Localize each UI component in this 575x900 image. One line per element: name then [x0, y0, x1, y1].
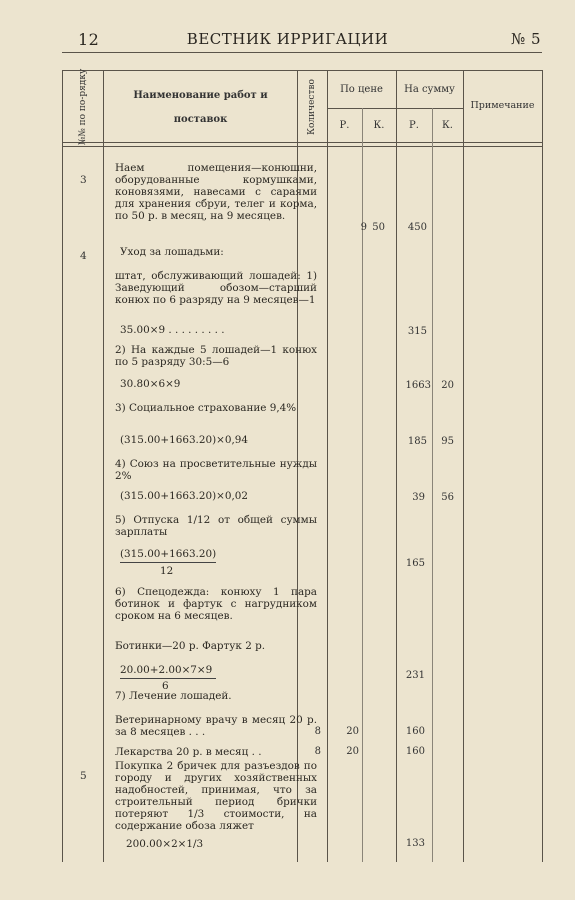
row-number-5: 5 [80, 770, 87, 782]
row-4-formula-5-numerator: (315.00+1663.20) [120, 548, 217, 560]
table-header-bottom [62, 142, 542, 143]
row-5-sum: 133 [405, 838, 425, 849]
row-4-formula-5-fraction-bar [120, 562, 216, 563]
row-4-formula-4: (315.00+1663.20)×0,02 [120, 490, 248, 502]
row-4-item-5: 5) Отпуска 1/12 от общей суммы зарплаты [115, 514, 317, 538]
row-4-formula-6-fraction-bar [120, 678, 216, 679]
row-4-vet: Ветеринарному врачу в месяц 20 р. за 8 месяцев . . . [115, 714, 317, 738]
col-header-sum: На сумму [404, 84, 455, 95]
table-top-border [62, 70, 542, 71]
row-4-formula-6-numerator: 20.00+2.00×7×9 [120, 664, 213, 676]
row-4-formula-2-sum-kop: 20 [441, 380, 454, 391]
header-rule [62, 52, 542, 53]
row-3-description: Наем помещения—конюшни, оборудованные кормушками, коновязями, навесами с сараями для хранения сбруи, телег и корма, по 50 р. в месяц, на 9 месяцев. [115, 162, 317, 222]
col-header-qty: Количество [307, 79, 317, 135]
row-number-3: 3 [80, 174, 87, 186]
issue-number: № 5 [510, 30, 541, 48]
row-4-formula-6-denominator: 6 [162, 680, 169, 692]
col-divider-qty [327, 70, 328, 862]
table-right-border [542, 70, 543, 862]
col-divider-sum-rk [432, 108, 433, 862]
row-4-formula-3-sum-kop: 95 [441, 436, 454, 447]
col-header-num: №№ по по-рядку [78, 68, 88, 146]
row-5-formula: 200.00×2×1/3 [126, 838, 204, 850]
row-4-formula-2: 30.80×6×9 [120, 378, 181, 390]
col-header-price: По цене [340, 84, 383, 95]
row-4-formula-1-sum: 315 [407, 326, 427, 337]
col-divider-num [103, 70, 104, 862]
row-4-medicine-price: 20 [346, 746, 359, 757]
row-4-item-2: 2) На каждые 5 лошадей—1 конюх по 5 разряду 30:5—6 [115, 344, 317, 368]
col-header-name-line2: поставок [173, 114, 228, 125]
row-5-description: Покупка 2 бричек для разъездов по городу и других хозяйственных надобностей, принимая, что за строительный период брички потеряют 1/3 стоимости, на содержание обоза ляжет [115, 760, 317, 832]
col-header-price-rub: Р. [339, 120, 350, 131]
page-number: 12 [78, 30, 100, 49]
row-4-formula-2-sum-rub: 1663 [405, 380, 431, 391]
col-divider-price [396, 70, 397, 862]
table-header-bottom-double [62, 146, 542, 147]
row-4-formula-6-sum: 231 [405, 670, 425, 681]
row-4-item-6: 6) Спецодежда: конюху 1 пара ботинок и фартук с нагрудником сроком на 6 месяцев. [115, 586, 317, 622]
row-4-formula-5-denominator: 12 [160, 565, 174, 577]
row-4-item-3: 3) Социальное страхование 9,4% [115, 402, 297, 414]
col-header-name-line1: Наименование работ и [133, 90, 268, 101]
row-4-staff: штат, обслуживающий лошадей: 1) Заведующий обозом—старший конюх по 6 разряду на 9 месяцев—1 [115, 270, 317, 306]
col-header-note: Примечание [470, 100, 535, 111]
row-4-medicine: Лекарства 20 р. в месяц . . [115, 746, 262, 758]
col-header-price-kop: К. [373, 120, 385, 131]
row-4-formula-4-sum-rub: 39 [412, 492, 425, 503]
row-4-formula-4-sum-kop: 56 [441, 492, 454, 503]
col-divider-sum [463, 70, 464, 862]
row-4-vet-qty: 8 [314, 726, 321, 737]
row-4-item-6-prices: Ботинки—20 р. Фартук 2 р. [115, 640, 266, 652]
row-4-item-7: 7) Лечение лошадей. [115, 690, 232, 702]
row-4-vet-sum: 160 [405, 726, 425, 737]
journal-title: ВЕСТНИК ИРРИГАЦИИ [186, 30, 389, 48]
price-sum-subheader-rule [327, 108, 463, 109]
row-4-formula-5-sum: 165 [405, 558, 425, 569]
table-left-border [62, 70, 63, 862]
row-number-4: 4 [80, 250, 87, 262]
row-4-vet-price: 20 [346, 726, 359, 737]
row-3-price-kop: 50 [372, 222, 385, 233]
row-4-item-4: 4) Союз на просветительные нужды 2% [115, 458, 317, 482]
row-3-sum-rub: 450 [407, 222, 427, 233]
row-3-price-rub: 9 [360, 222, 367, 233]
row-4-formula-3-sum-rub: 185 [407, 436, 427, 447]
row-4-formula-1: 35.00×9 . . . . . . . . . [120, 324, 225, 336]
col-header-sum-kop: К. [442, 120, 453, 131]
row-4-medicine-qty: 8 [314, 746, 321, 757]
col-header-sum-rub: Р. [409, 120, 419, 131]
row-4-formula-3: (315.00+1663.20)×0,94 [120, 434, 248, 446]
row-4-medicine-sum: 160 [405, 746, 425, 757]
row-4-title: Уход за лошадьми: [120, 246, 224, 258]
